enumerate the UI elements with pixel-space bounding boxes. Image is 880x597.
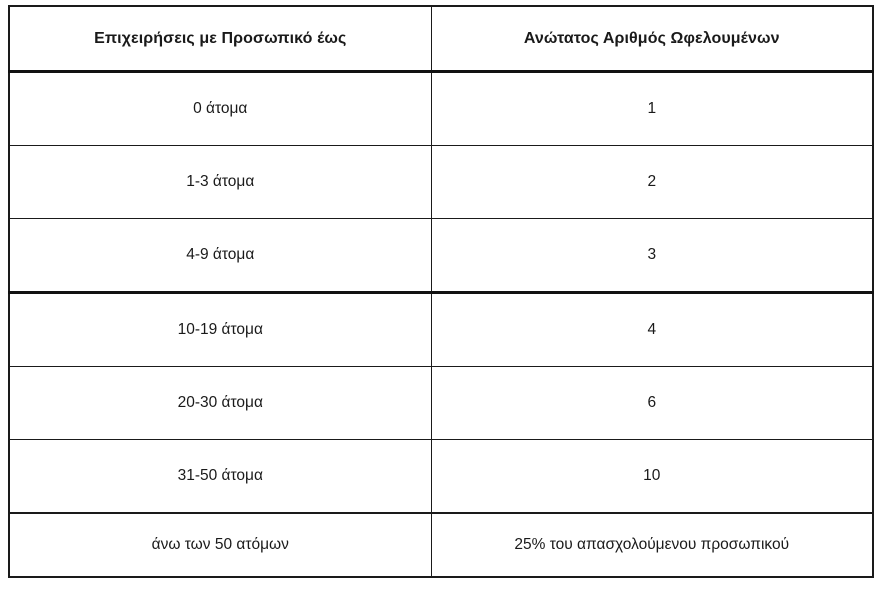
cell-max-value: 4 bbox=[647, 320, 657, 338]
cell-staff-value: 0 άτομα bbox=[193, 99, 248, 117]
column-header-max-beneficiaries-label: Ανώτατος Αριθμός Ωφελουμένων bbox=[523, 29, 780, 47]
cell-staff-value: 31-50 άτομα bbox=[177, 466, 263, 484]
column-header-staff-label: Επιχειρήσεις με Προσωπικό έως bbox=[94, 29, 347, 47]
table-row bbox=[9, 219, 873, 293]
table-row bbox=[9, 440, 873, 514]
cell-staff-value: 10-19 άτομα bbox=[177, 320, 263, 338]
cell-staff bbox=[9, 72, 431, 146]
cell-max bbox=[431, 219, 873, 293]
table-body bbox=[9, 72, 873, 578]
cell-max-value: 2 bbox=[647, 172, 657, 190]
cell-max-value: 10 bbox=[643, 466, 661, 484]
cell-max bbox=[431, 146, 873, 219]
cell-staff-value: 4-9 άτομα bbox=[186, 245, 255, 263]
table-row bbox=[9, 72, 873, 146]
cell-max bbox=[431, 72, 873, 146]
cell-staff bbox=[9, 293, 431, 367]
cell-staff-value: άνω των 50 ατόμων bbox=[151, 535, 289, 553]
cell-staff bbox=[9, 440, 431, 514]
table-header bbox=[9, 6, 873, 72]
table-row bbox=[9, 293, 873, 367]
table-row bbox=[9, 513, 873, 577]
cell-max bbox=[431, 440, 873, 514]
cell-staff bbox=[9, 146, 431, 219]
cell-max-value: 3 bbox=[647, 245, 657, 263]
column-header-max-beneficiaries bbox=[431, 6, 873, 72]
table-row bbox=[9, 367, 873, 440]
cell-max bbox=[431, 293, 873, 367]
cell-max-value: 25% του απασχολούμενου προσωπικού bbox=[514, 535, 790, 553]
cell-staff-value: 1-3 άτομα bbox=[186, 172, 255, 190]
cell-staff bbox=[9, 219, 431, 293]
cell-max bbox=[431, 513, 873, 577]
cell-staff bbox=[9, 513, 431, 577]
cell-max-value: 1 bbox=[647, 99, 657, 117]
column-header-staff bbox=[9, 6, 431, 72]
beneficiaries-table bbox=[8, 5, 874, 578]
cell-max-value: 6 bbox=[647, 393, 657, 411]
cell-staff-value: 20-30 άτομα bbox=[177, 393, 263, 411]
table-header-row bbox=[9, 6, 873, 72]
table-row bbox=[9, 146, 873, 219]
cell-staff bbox=[9, 367, 431, 440]
cell-max bbox=[431, 367, 873, 440]
